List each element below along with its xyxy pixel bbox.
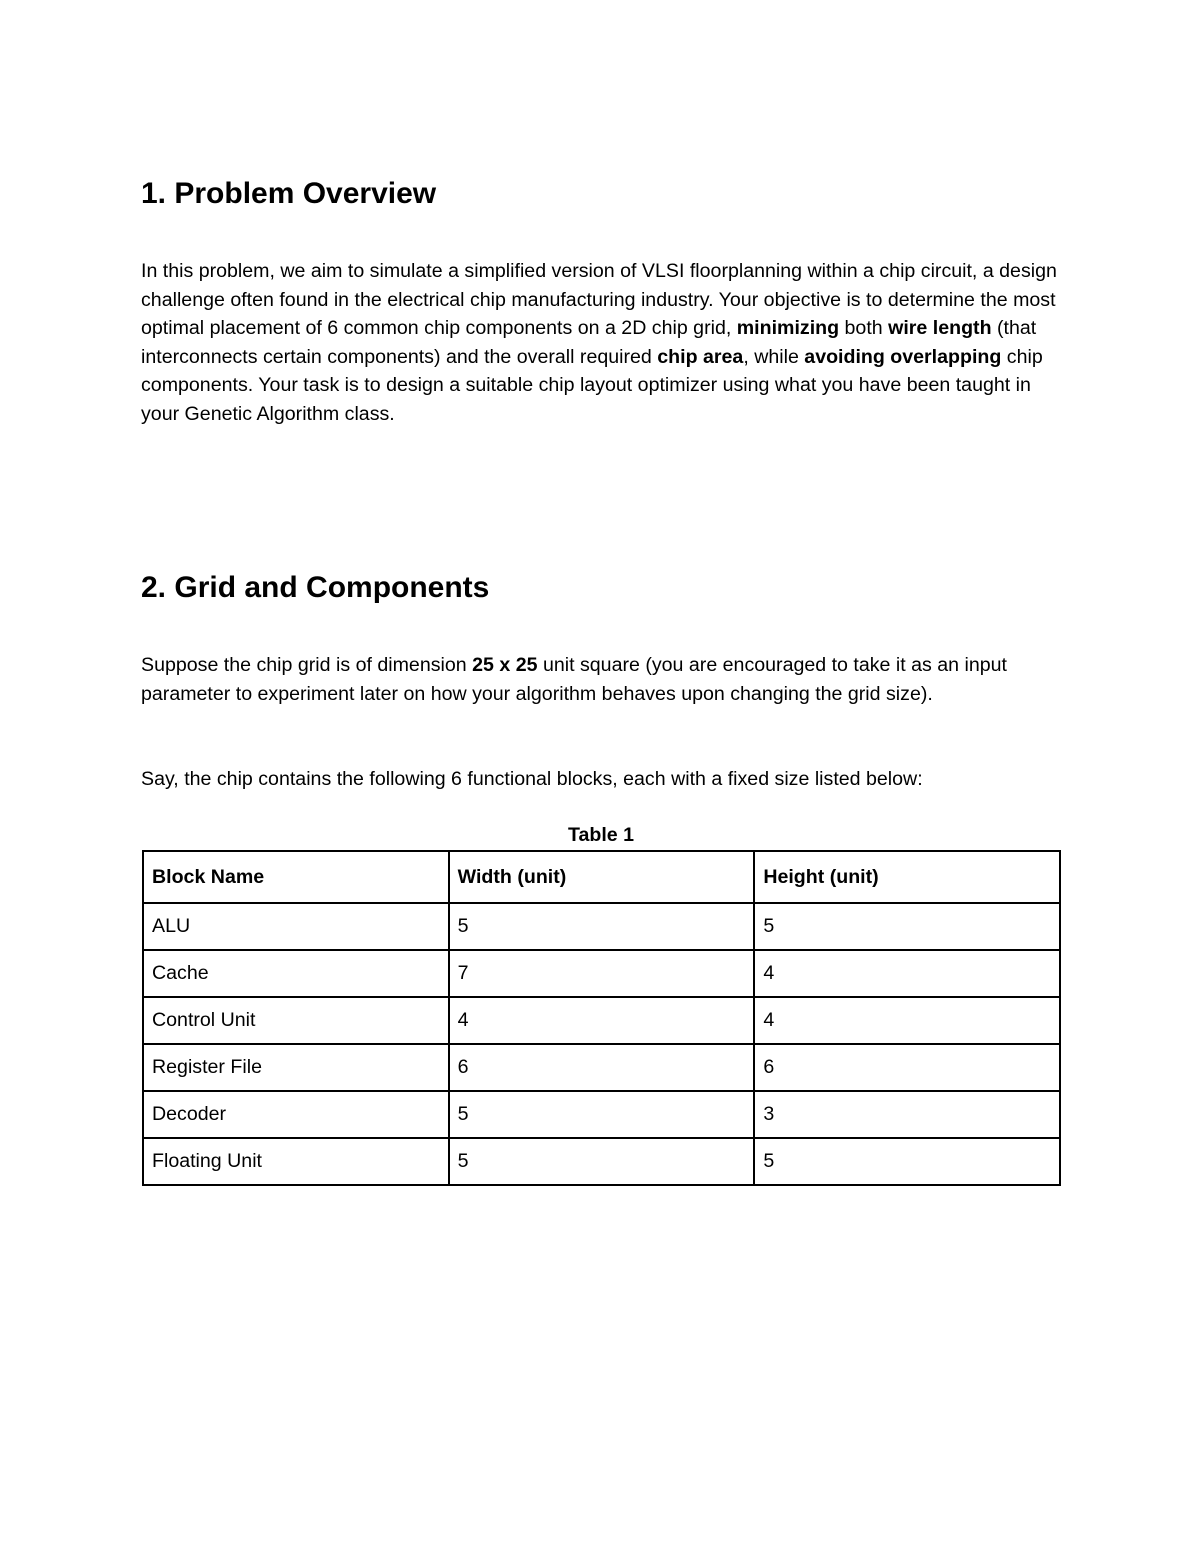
cell-width: 5 [449,1138,755,1185]
table-row [143,1138,1060,1185]
cell-block-name: Decoder [143,1091,449,1138]
cell-block-name: Control Unit [143,997,449,1044]
text-run: Suppose the chip grid is of dimension [141,654,473,676]
text-run-bold: minimizing [736,317,840,340]
cell-block-name: Floating Unit [143,1138,449,1185]
cell-height: 5 [754,903,1060,950]
cell-height: 6 [754,1044,1060,1091]
table-header-row [143,851,1060,903]
cell-width: 5 [449,1091,755,1138]
cell-height: 4 [754,950,1060,997]
table-row [143,1091,1060,1138]
cell-block-name: Register File [143,1044,449,1091]
text-run: In this problem, we aim to simulate a simplified version of VLSI floorplanning within a chip circuit, a design challenge often found in the electrical chip manufacturing industry. Your objective is to determine the most optimal placement of 6 common chip components on a 2D chip grid, [141,260,1057,340]
cell-height: 4 [754,997,1060,1044]
table-row [143,903,1060,950]
text-run: (that interconnects certain components) and the overall required [141,317,1037,368]
text-run: , while [743,345,805,368]
text-run-bold: wire length [888,317,992,340]
cell-width: 7 [449,950,755,997]
grid-dimension-paragraph [141,651,1066,708]
column-header-block-name: Block Name [143,851,449,903]
section-heading-grid-and-components: 2. Grid and Components [141,571,490,604]
blocks-table [142,850,1061,1186]
cell-block-name: Cache [143,950,449,997]
column-header-height: Height (unit) [754,851,1060,903]
problem-overview-paragraph [141,257,1066,429]
functional-blocks-paragraph: Say, the chip contains the following 6 functional blocks, each with a fixed size listed below: [141,768,923,790]
cell-width: 6 [449,1044,755,1091]
table-row [143,950,1060,997]
cell-height: 5 [754,1138,1060,1185]
text-run-bold: chip area [657,345,744,368]
text-run: chip components. Your task is to design a suitable chip layout optimizer using what you have been taught in your Genetic Algorithm class. [141,345,1043,425]
table-caption: Table 1 [567,824,635,846]
cell-block-name: ALU [143,903,449,950]
section-heading-problem-overview: 1. Problem Overview [141,177,437,210]
cell-width: 5 [449,903,755,950]
table-row [143,1044,1060,1091]
text-run: both [839,317,889,340]
table-row [143,997,1060,1044]
text-run-bold: 25 x 25 [472,654,538,676]
text-run-bold: avoiding overlapping [804,345,1002,368]
cell-width: 4 [449,997,755,1044]
text-run: unit square (you are encouraged to take it as an input parameter to experiment later on how your algorithm behaves upon changing the grid size). [141,654,1007,705]
cell-height: 3 [754,1091,1060,1138]
column-header-width: Width (unit) [449,851,755,903]
